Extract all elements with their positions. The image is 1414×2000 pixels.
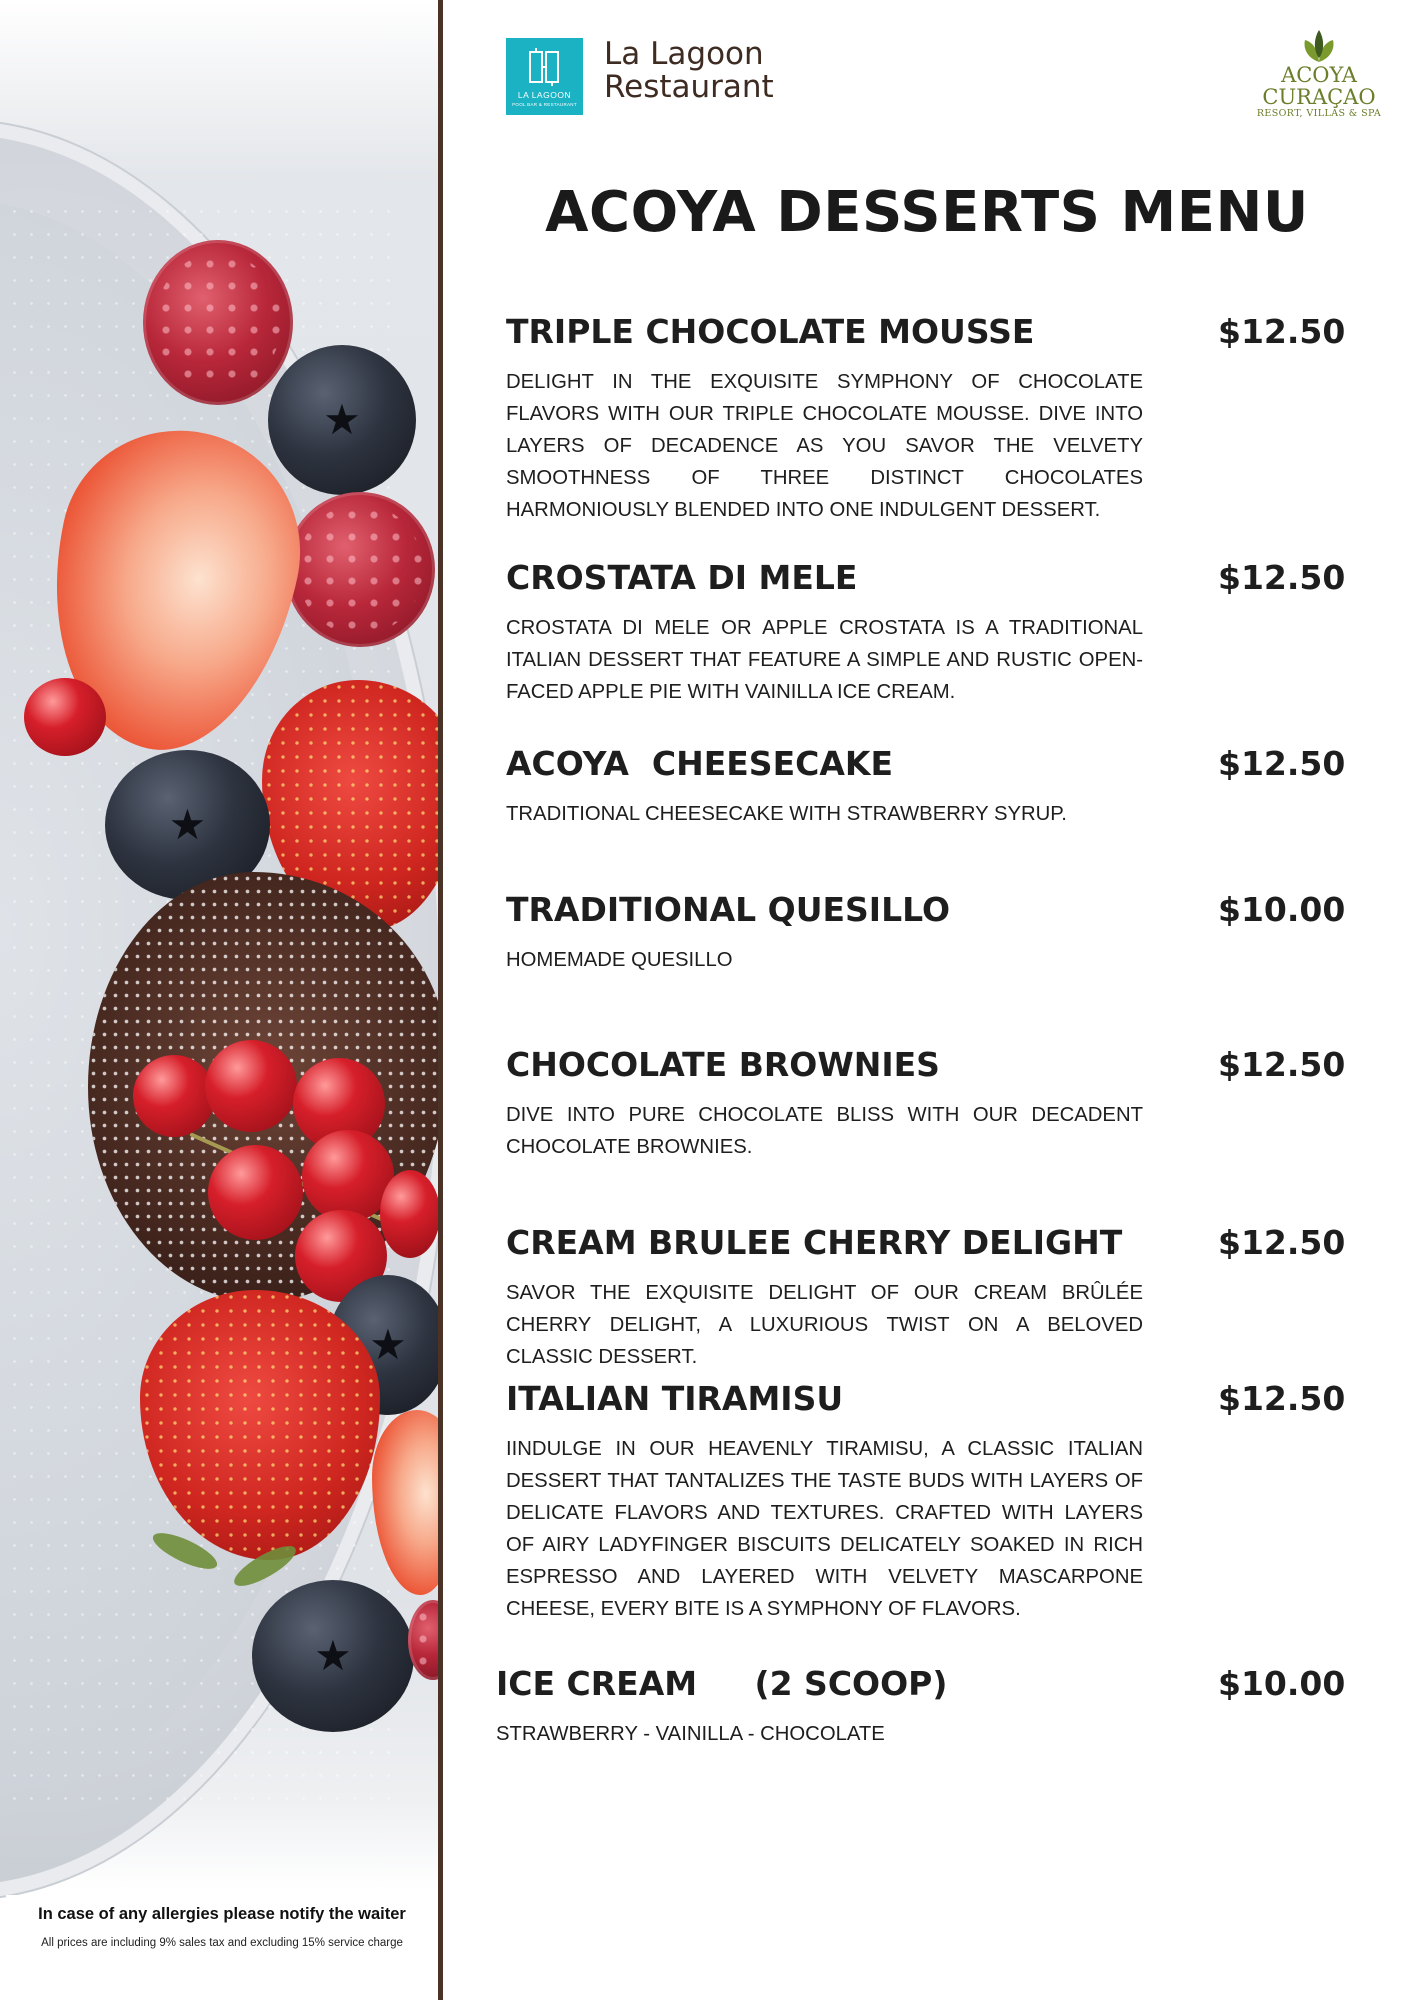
item-name: TRADITIONAL QUESILLO xyxy=(506,890,951,929)
raspberry xyxy=(143,240,293,405)
item-name: TRIPLE CHOCOLATE MOUSSE xyxy=(506,312,1035,351)
red-currant xyxy=(205,1040,297,1132)
item-name: ICE CREAM (2 SCOOP) xyxy=(496,1664,948,1703)
item-price: $12.50 xyxy=(1218,558,1346,597)
item-description: TRADITIONAL CHEESECAKE WITH STRAWBERRY SYRUP. xyxy=(506,803,1067,825)
item-price: $12.50 xyxy=(1218,1045,1346,1084)
red-currant xyxy=(208,1145,303,1240)
item-description: IINDULGE IN OUR HEAVENLY TIRAMISU, A CLASSIC ITALIAN DESSERT THAT TANTALIZES THE TASTE BUDS WITH LAYERS OF DELICATE FLAVORS AND TEXTURES. CRAFTED WITH LAYERS OF AIRY LADYFINGER BISCUITS DELICATELY SOAKED IN RICH ESPRESSO AND LAYERED WITH VELVETY MASCARPONE CHEESE, EVERY BITE IS A SYMPHONY OF FLAVORS. xyxy=(506,1438,1143,1620)
logo-text: LA LAGOON xyxy=(517,90,572,100)
item-name: CHOCOLATE BROWNIES xyxy=(506,1045,940,1084)
item-price: $12.50 xyxy=(1218,1223,1346,1262)
acoya-line3: RESORT, VILLAS & SPA xyxy=(1256,108,1382,119)
acoya-curacao-logo xyxy=(1254,28,1384,119)
item-name: ACOYA CHEESECAKE xyxy=(506,744,893,783)
acoya-line2: CURAÇAO xyxy=(1262,85,1376,109)
price-note: All prices are including 9% sales tax and excluding 15% service charge xyxy=(41,1937,403,1949)
acoya-line1: ACOYA xyxy=(1281,63,1357,87)
menu-title: ACOYA DESSERTS MENU xyxy=(545,180,1309,245)
la-lagoon-mark-icon xyxy=(526,46,562,88)
dessert-photo xyxy=(0,0,438,2000)
item-description: CROSTATA DI MELE OR APPLE CROSTATA IS A TRADITIONAL ITALIAN DESSERT THAT FEATURE A SIMPLE AND RUSTIC OPEN-FACED APPLE PIE WITH VAINILLA ICE CREAM. xyxy=(506,617,1143,703)
red-currant xyxy=(133,1055,215,1137)
red-currant xyxy=(380,1170,438,1258)
red-currant xyxy=(24,678,106,756)
restaurant-name-line2: Restaurant xyxy=(604,69,774,105)
item-name: ITALIAN TIRAMISU xyxy=(506,1379,844,1418)
item-description: SAVOR THE EXQUISITE DELIGHT OF OUR CREAM BRÛLÉE CHERRY DELIGHT, A LUXURIOUS TWIST ON A BELOVED CLASSIC DESSERT. xyxy=(506,1282,1143,1368)
item-price: $12.50 xyxy=(1218,312,1346,351)
item-price: $12.50 xyxy=(1218,744,1346,783)
blueberry xyxy=(252,1580,414,1732)
leaf-emblem-icon xyxy=(1297,28,1341,64)
item-description: DIVE INTO PURE CHOCOLATE BLISS WITH OUR DECADENT CHOCOLATE BROWNIES. xyxy=(506,1104,1143,1158)
allergy-note: In case of any allergies please notify the waiter xyxy=(38,1905,406,1923)
blueberry xyxy=(268,345,416,495)
restaurant-name-line1: La Lagoon xyxy=(604,36,764,72)
item-description: HOMEMADE QUESILLO xyxy=(506,949,733,971)
item-price: $10.00 xyxy=(1218,890,1346,929)
la-lagoon-logo xyxy=(506,38,583,115)
item-price: $10.00 xyxy=(1218,1664,1346,1703)
item-description: STRAWBERRY - VAINILLA - CHOCOLATE xyxy=(496,1723,885,1745)
footer-notes xyxy=(6,1895,434,1967)
item-price: $12.50 xyxy=(1218,1379,1346,1418)
vertical-divider xyxy=(438,0,443,2000)
item-name: CREAM BRULEE CHERRY DELIGHT xyxy=(506,1223,1123,1262)
item-description: DELIGHT IN THE EXQUISITE SYMPHONY OF CHOCOLATE FLAVORS WITH OUR TRIPLE CHOCOLATE MOUSSE. DIVE INTO LAYERS OF DECADENCE AS YOU SAVOR THE VELVETY SMOOTHNESS OF THREE DISTINCT CHOCOLATES HARMONIOUSLY BLENDED INTO ONE INDULGENT DESSERT. xyxy=(506,371,1143,521)
restaurant-name xyxy=(604,38,774,104)
logo-subtext: POOL BAR & RESTAURANT xyxy=(512,102,577,107)
item-name: CROSTATA DI MELE xyxy=(506,558,858,597)
raspberry xyxy=(285,492,435,647)
